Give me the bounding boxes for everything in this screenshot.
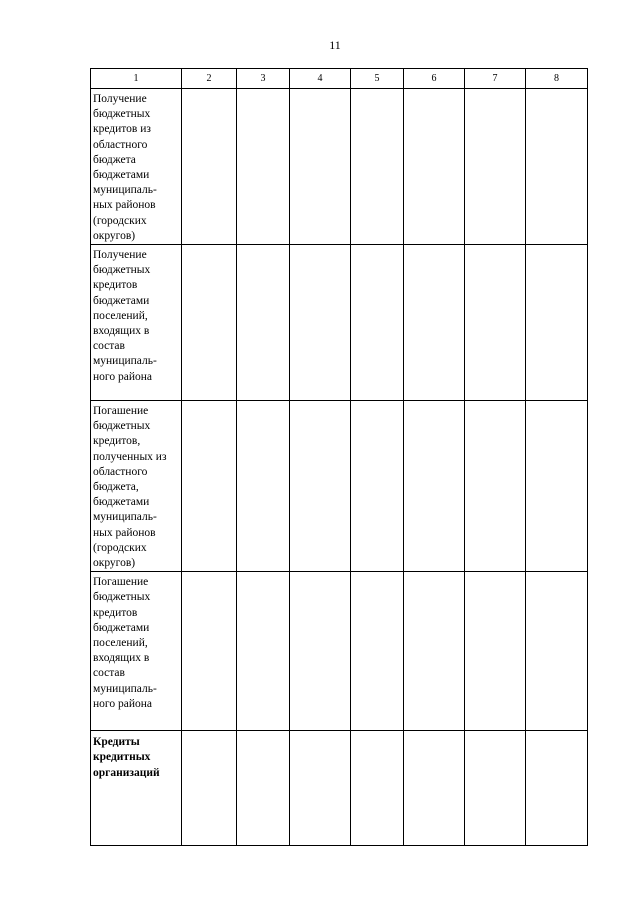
table-cell — [351, 731, 404, 846]
table-row — [91, 401, 588, 572]
column-number: 5 — [351, 69, 404, 89]
table-cell — [237, 572, 290, 731]
table-cell — [237, 401, 290, 572]
column-number: 1 — [91, 69, 182, 89]
column-number: 3 — [237, 69, 290, 89]
table-row — [91, 89, 588, 245]
table-cell — [351, 89, 404, 245]
row-label: Погашение бюджетных кредитов, полученных из областного бюджета, бюджетами муниципаль- ных районов (городских округов) — [91, 401, 182, 572]
table-cell — [526, 89, 588, 245]
table-cell — [351, 401, 404, 572]
table-row — [91, 572, 588, 731]
table-cell — [290, 572, 351, 731]
table-cell — [404, 572, 465, 731]
table-cell — [182, 731, 237, 846]
column-number: 8 — [526, 69, 588, 89]
row-label: Погашение бюджетных кредитов бюджетами поселений, входящих в состав муниципаль- ного района — [91, 572, 182, 731]
column-number: 7 — [465, 69, 526, 89]
column-number: 4 — [290, 69, 351, 89]
table-cell — [237, 245, 290, 401]
table-cell — [182, 401, 237, 572]
table-cell — [290, 245, 351, 401]
table-cell — [351, 572, 404, 731]
table-cell — [404, 401, 465, 572]
table-cell — [526, 572, 588, 731]
table-cell — [526, 245, 588, 401]
page-number: 11 — [329, 38, 341, 52]
table-cell — [465, 89, 526, 245]
row-label: Получение бюджетных кредитов бюджетами поселений, входящих в состав муниципаль- ного района — [91, 245, 182, 401]
table-cell — [290, 731, 351, 846]
table-cell — [404, 89, 465, 245]
table-cell — [465, 731, 526, 846]
table-cell — [526, 401, 588, 572]
table-cell — [404, 245, 465, 401]
row-label: Получение бюджетных кредитов из областного бюджета бюджетами муниципаль- ных районов (городских округов) — [91, 89, 182, 245]
table-cell — [351, 245, 404, 401]
table-cell — [237, 89, 290, 245]
table-cell — [465, 401, 526, 572]
column-number: 6 — [404, 69, 465, 89]
table-cell — [465, 572, 526, 731]
row-label: Кредиты кредитных организаций — [91, 731, 182, 846]
table-cell — [526, 731, 588, 846]
table-cell — [237, 731, 290, 846]
table-cell — [404, 731, 465, 846]
column-number-row — [91, 69, 588, 89]
table-cell — [182, 572, 237, 731]
table-row — [91, 731, 588, 846]
budget-credits-table — [90, 68, 588, 846]
table-cell — [182, 89, 237, 245]
table-cell — [182, 245, 237, 401]
table-cell — [290, 401, 351, 572]
table-cell — [465, 245, 526, 401]
column-number: 2 — [182, 69, 237, 89]
table-cell — [290, 89, 351, 245]
table-row — [91, 245, 588, 401]
